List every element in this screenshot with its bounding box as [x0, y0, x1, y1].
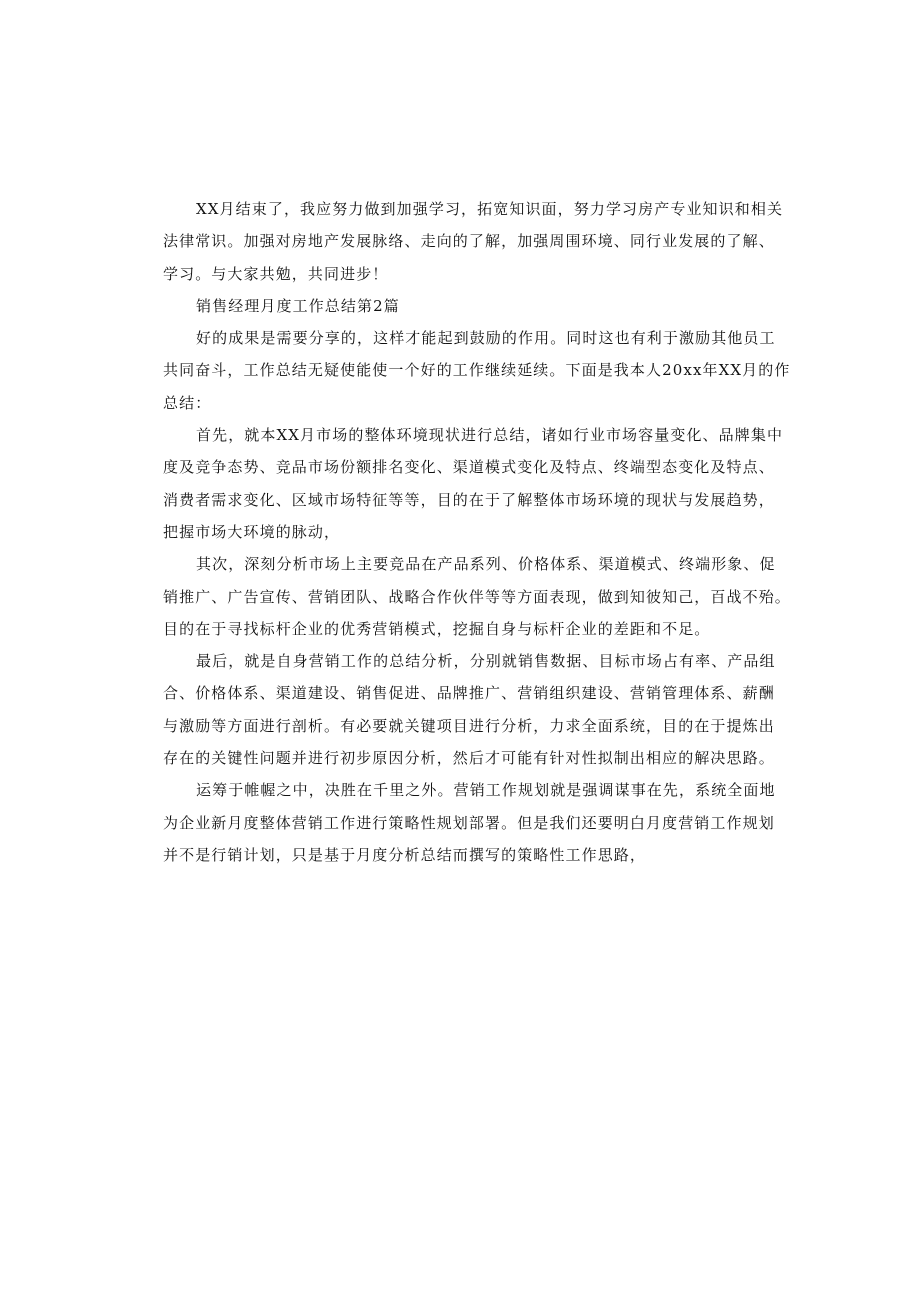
text-line: 运筹于帷幄之中，决胜在千里之外。营销工作规划就是强调谋事在先，系统全面地	[196, 781, 776, 800]
paragraph	[163, 774, 776, 871]
document-body	[163, 193, 791, 871]
text-line: 销推广、广告宣传、营销团队、战略合作伙伴等等方面表现，做到知彼知己，百战不殆。	[163, 587, 791, 606]
text-line: 合、价格体系、渠道建设、销售促进、品牌推广、营销组织建设、营销管理体系、薪酬	[163, 684, 775, 703]
paragraph	[163, 419, 784, 548]
text-line: 目的在于寻找标杆企业的优秀营销模式，挖掘自身与标杆企业的差距和不足。	[163, 619, 711, 638]
heading-line: 销售经理月度工作总结第2篇	[196, 296, 400, 315]
text-line: 共同奋斗，工作总结无疑使能使一个好的工作继续延续。下面是我本人20xx年XX月的作	[163, 361, 791, 380]
text-line: 度及竞争态势、竞品市场份额排名变化、渠道模式变化及特点、终端型态变化及特点、	[163, 458, 775, 477]
text-line: 首先，就本XX月市场的整体环境现状进行总结，诸如行业市场容量变化、品牌集中	[196, 426, 784, 445]
text-line: 与激励等方面进行剖析。有必要就关键项目进行分析，力求全面系统，目的在于提炼出	[163, 716, 775, 735]
section-heading	[163, 290, 763, 322]
text-line: 存在的关键性问题并进行初步原因分析，然后才可能有针对性拟制出相应的解决思路。	[163, 749, 775, 768]
paragraph	[163, 193, 784, 290]
paragraph	[163, 322, 791, 419]
text-line: 学习。与大家共勉，共同进步！	[163, 264, 389, 283]
paragraph	[163, 645, 776, 774]
text-line: 为企业新月度整体营销工作进行策略性规划部署。但是我们还要明白月度营销工作规划	[163, 813, 775, 832]
text-line: XX月结束了，我应努力做到加强学习，拓宽知识面，努力学习房产专业知识和相关	[196, 200, 784, 218]
text-line: 总结：	[163, 393, 212, 412]
text-line: 法律常识。加强对房地产发展脉络、走向的了解，加强周围环境、同行业发展的了解、	[163, 232, 775, 251]
text-line: 把握市场大环境的脉动，	[163, 522, 341, 541]
text-line: 消费者需求变化、区域市场特征等等，目的在于了解整体市场环境的现状与发展趋势，	[163, 490, 775, 509]
paragraph	[163, 548, 791, 645]
text-line: 并不是行销计划，只是基于月度分析总结而撰写的策略性工作思路，	[163, 845, 647, 864]
text-line: 其次，深刻分析市场上主要竞品在产品系列、价格体系、渠道模式、终端形象、促	[196, 555, 776, 574]
text-line: 好的成果是需要分享的，这样才能起到鼓励的作用。同时这也有利于激励其他员工	[196, 329, 776, 348]
text-line: 最后，就是自身营销工作的总结分析，分别就销售数据、目标市场占有率、产品组	[196, 652, 776, 671]
